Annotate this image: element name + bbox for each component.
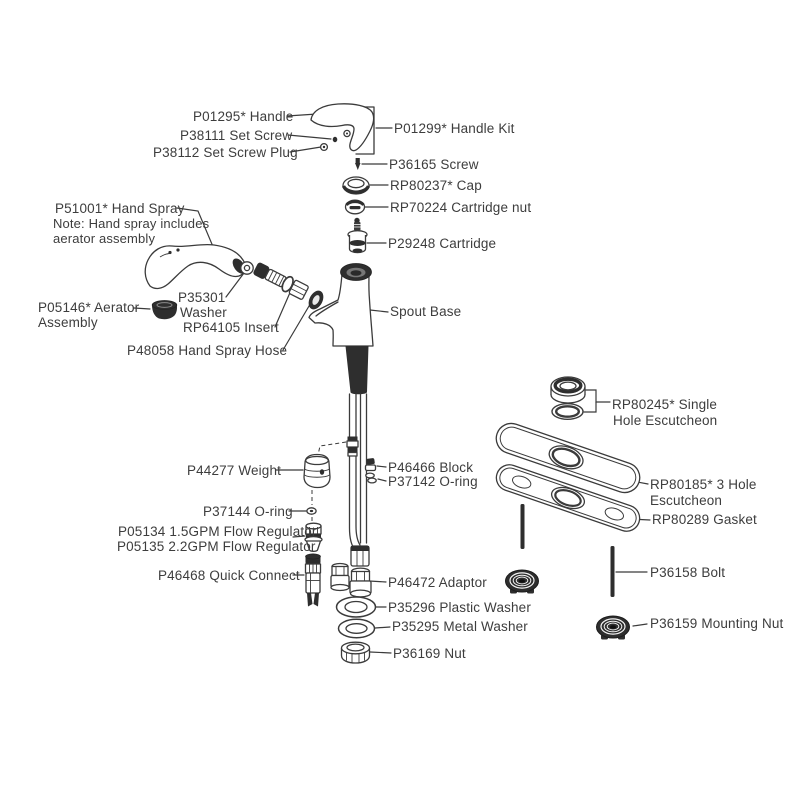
mounting-nut-left-drawing [506,570,539,594]
label-set-screw-plug: P38112 Set Screw Plug [153,145,298,160]
label-single-hole-escutcheon-line-2: Hole Escutcheon [613,413,718,428]
cartridge-drawing [348,218,367,253]
spout-base-drawing [309,264,373,395]
label-hand-spray-hose: P48058 Hand Spray Hose [127,343,288,358]
label-plastic-washer: P35296 Plastic Washer [388,600,531,615]
nut-drawing [342,642,370,663]
label-handle: P01295* Handle [193,109,294,124]
label-o-ring-upper: P37142 O-ring [388,474,478,489]
label-handle-kit: P01299* Handle Kit [394,121,515,136]
label-screw: P36165 Screw [389,157,479,172]
label-washer-line-1: P35301 [178,290,226,305]
label-single-hole-escutcheon-line-1: RP80245* Single [612,397,718,412]
label-hand-spray-note-2: aerator assembly [53,231,156,246]
label-gasket: RP80289 Gasket [652,512,757,527]
label-mounting-nut: P36159 Mounting Nut [650,616,784,631]
cap-drawing [343,177,369,194]
label-cartridge-nut: RP70224 Cartridge nut [390,200,532,215]
o-ring-upper-drawing [366,473,376,483]
label-flow-regulator-line-1: P05134 1.5GPM Flow Regulator [118,524,317,539]
bolt-drawing [611,546,615,597]
supply-tubes-drawing [347,394,369,566]
label-weight: P44277 Weight [187,463,282,478]
label-spout-base: Spout Base [390,304,462,319]
label-hand-spray: P51001* Hand Spray [55,201,185,216]
bolt-left-drawing [521,504,525,549]
set-screw-drawing [333,137,338,142]
adaptor-drawing [331,564,371,597]
hand-spray-drawing [145,245,248,289]
single-hole-escutcheon-drawing [551,377,585,419]
label-cartridge: P29248 Cartridge [388,236,497,251]
label-metal-washer: P35295 Metal Washer [392,619,528,634]
label-bolt: P36158 Bolt [650,565,726,580]
label-hand-spray-note-1: Note: Hand spray includes [53,216,210,231]
label-three-hole-escutcheon-line-2: Escutcheon [650,493,723,508]
label-set-screw: P38111 Set Screw [180,128,293,143]
cartridge-nut-drawing [346,200,365,214]
label-o-ring-lower: P37144 O-ring [203,504,293,519]
label-aerator-line-2: Assembly [38,315,98,330]
label-insert: RP64105 Insert [183,320,279,335]
label-nut: P36169 Nut [393,646,466,661]
label-aerator-line-1: P05146* Aerator [38,300,140,315]
label-three-hole-escutcheon-line-1: RP80185* 3 Hole [650,477,757,492]
plastic-washer-drawing [337,597,376,617]
label-washer-line-2: Washer [180,305,227,320]
label-block: P46466 Block [388,460,474,475]
label-cap: RP80237* Cap [390,178,482,193]
o-ring-lower-drawing [307,508,316,514]
mounting-nut-drawing [597,616,630,640]
set-screw-plug-drawing [321,144,328,151]
quick-connect-drawing [306,554,321,607]
screw-drawing [355,158,361,170]
label-quick-connect: P46468 Quick Connect [158,568,300,583]
label-flow-regulator-line-2: P05135 2.2GPM Flow Regulator [117,539,316,554]
aerator-assembly-drawing [152,301,177,320]
insert-drawing [252,261,309,301]
label-adaptor: P46472 Adaptor [388,575,487,590]
spray-washer-drawing [241,262,253,274]
weight-drawing [304,455,330,488]
metal-washer-drawing [339,619,375,637]
